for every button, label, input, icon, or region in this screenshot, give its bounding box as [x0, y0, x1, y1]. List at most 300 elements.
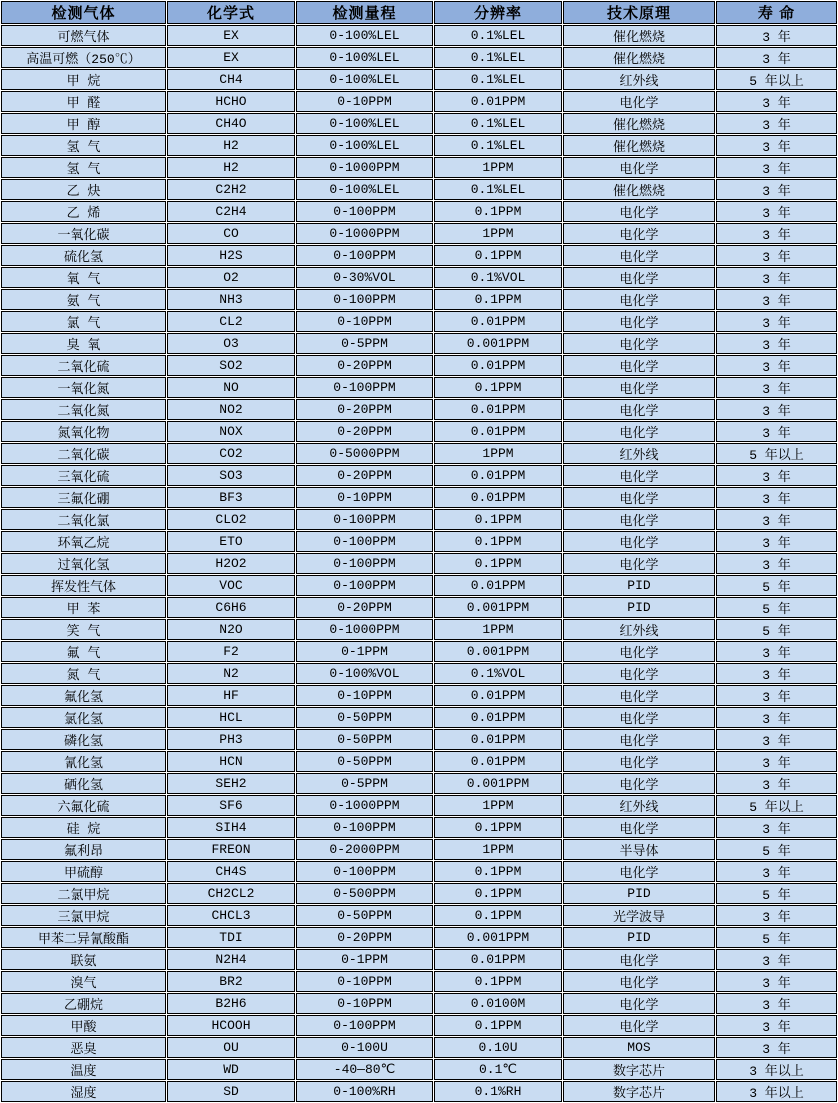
range-cell: 0-1000PPM: [296, 619, 433, 640]
table-row: [1, 575, 837, 596]
lifespan-cell: 3 年: [716, 377, 837, 398]
gas-name-cell: 笑 气: [1, 619, 166, 640]
principle-cell: 电化学: [563, 245, 715, 266]
principle-cell: PID: [563, 883, 715, 904]
resolution-cell: 0.001PPM: [434, 773, 562, 794]
range-cell: 0-100PPM: [296, 553, 433, 574]
range-cell: 0-50PPM: [296, 707, 433, 728]
gas-name-cell: 乙 烯: [1, 201, 166, 222]
lifespan-cell: 3 年: [716, 333, 837, 354]
formula-cell: H2: [167, 157, 295, 178]
formula-cell: CH2CL2: [167, 883, 295, 904]
gas-name-cell: 溴气: [1, 971, 166, 992]
gas-name-cell: 臭 氧: [1, 333, 166, 354]
table-row: [1, 641, 837, 662]
principle-cell: PID: [563, 927, 715, 948]
resolution-cell: 0.10U: [434, 1037, 562, 1058]
resolution-cell: 0.1℃: [434, 1059, 562, 1080]
table-row: [1, 223, 837, 244]
gas-name-cell: 氮氧化物: [1, 421, 166, 442]
gas-name-cell: 温度: [1, 1059, 166, 1080]
table-row: [1, 1037, 837, 1058]
formula-cell: NO2: [167, 399, 295, 420]
lifespan-cell: 3 年: [716, 267, 837, 288]
formula-cell: CH4: [167, 69, 295, 90]
table-row: [1, 883, 837, 904]
range-cell: 0-5000PPM: [296, 443, 433, 464]
resolution-cell: 0.0100M: [434, 993, 562, 1014]
lifespan-cell: 3 年: [716, 289, 837, 310]
resolution-cell: 0.1PPM: [434, 509, 562, 530]
table-row: [1, 553, 837, 574]
lifespan-cell: 3 年: [716, 311, 837, 332]
principle-cell: 电化学: [563, 509, 715, 530]
principle-cell: PID: [563, 597, 715, 618]
lifespan-cell: 3 年: [716, 553, 837, 574]
resolution-cell: 0.01PPM: [434, 487, 562, 508]
resolution-cell: 1PPM: [434, 795, 562, 816]
lifespan-cell: 3 年: [716, 773, 837, 794]
lifespan-cell: 3 年: [716, 399, 837, 420]
formula-cell: F2: [167, 641, 295, 662]
table-row: [1, 465, 837, 486]
principle-cell: 红外线: [563, 619, 715, 640]
resolution-cell: 1PPM: [434, 619, 562, 640]
table-row: [1, 817, 837, 838]
resolution-cell: 0.1PPM: [434, 289, 562, 310]
resolution-cell: 0.1PPM: [434, 883, 562, 904]
range-cell: -40—80℃: [296, 1059, 433, 1080]
formula-cell: PH3: [167, 729, 295, 750]
table-header-row: [1, 1, 837, 24]
formula-cell: CO2: [167, 443, 295, 464]
gas-name-cell: 二氧化氮: [1, 399, 166, 420]
formula-cell: CH4S: [167, 861, 295, 882]
resolution-cell: 0.1PPM: [434, 905, 562, 926]
table-row: [1, 267, 837, 288]
principle-cell: 电化学: [563, 91, 715, 112]
gas-name-cell: 联氨: [1, 949, 166, 970]
table-row: [1, 751, 837, 772]
resolution-cell: 0.1PPM: [434, 531, 562, 552]
principle-cell: PID: [563, 575, 715, 596]
principle-cell: 电化学: [563, 223, 715, 244]
formula-cell: B2H6: [167, 993, 295, 1014]
range-cell: 0-50PPM: [296, 729, 433, 750]
lifespan-cell: 5 年以上: [716, 795, 837, 816]
formula-cell: HF: [167, 685, 295, 706]
formula-cell: SF6: [167, 795, 295, 816]
table-row: [1, 971, 837, 992]
gas-name-cell: 湿度: [1, 1081, 166, 1102]
range-cell: 0-100PPM: [296, 861, 433, 882]
gas-name-cell: 乙 炔: [1, 179, 166, 200]
principle-cell: 电化学: [563, 289, 715, 310]
table-row: [1, 509, 837, 530]
gas-name-cell: 甲硫醇: [1, 861, 166, 882]
gas-name-cell: 三氟化硼: [1, 487, 166, 508]
lifespan-cell: 3 年: [716, 729, 837, 750]
lifespan-cell: 3 年: [716, 487, 837, 508]
resolution-cell: 0.1%LEL: [434, 25, 562, 46]
lifespan-cell: 3 年: [716, 201, 837, 222]
gas-name-cell: 磷化氢: [1, 729, 166, 750]
resolution-cell: 1PPM: [434, 443, 562, 464]
lifespan-cell: 3 年以上: [716, 1059, 837, 1080]
table-row: [1, 245, 837, 266]
gas-name-cell: 氨 气: [1, 289, 166, 310]
range-cell: 0-100%LEL: [296, 113, 433, 134]
range-cell: 0-50PPM: [296, 905, 433, 926]
range-cell: 0-100%LEL: [296, 47, 433, 68]
table-row: [1, 707, 837, 728]
formula-cell: O2: [167, 267, 295, 288]
principle-cell: 催化燃烧: [563, 135, 715, 156]
range-cell: 0-20PPM: [296, 465, 433, 486]
range-cell: 0-100U: [296, 1037, 433, 1058]
resolution-cell: 0.001PPM: [434, 333, 562, 354]
formula-cell: C2H4: [167, 201, 295, 222]
range-cell: 0-1000PPM: [296, 223, 433, 244]
table-row: [1, 289, 837, 310]
principle-cell: 电化学: [563, 861, 715, 882]
principle-cell: 催化燃烧: [563, 25, 715, 46]
lifespan-cell: 3 年: [716, 1015, 837, 1036]
range-cell: 0-10PPM: [296, 487, 433, 508]
lifespan-cell: 3 年: [716, 663, 837, 684]
formula-cell: H2S: [167, 245, 295, 266]
lifespan-cell: 3 年: [716, 179, 837, 200]
lifespan-cell: 3 年: [716, 861, 837, 882]
table-row: [1, 1081, 837, 1102]
formula-cell: C2H2: [167, 179, 295, 200]
formula-cell: H2: [167, 135, 295, 156]
principle-cell: 电化学: [563, 641, 715, 662]
resolution-cell: 0.1%LEL: [434, 113, 562, 134]
formula-cell: BF3: [167, 487, 295, 508]
range-cell: 0-100PPM: [296, 377, 433, 398]
principle-cell: 电化学: [563, 157, 715, 178]
resolution-cell: 0.01PPM: [434, 311, 562, 332]
lifespan-cell: 3 年: [716, 971, 837, 992]
lifespan-cell: 3 年: [716, 707, 837, 728]
lifespan-cell: 3 年: [716, 641, 837, 662]
table-row: [1, 25, 837, 46]
range-cell: 0-100PPM: [296, 531, 433, 552]
range-cell: 0-10PPM: [296, 311, 433, 332]
table-row: [1, 179, 837, 200]
table-row: [1, 47, 837, 68]
lifespan-cell: 5 年: [716, 839, 837, 860]
table-row: [1, 685, 837, 706]
gas-name-cell: 氟 气: [1, 641, 166, 662]
formula-cell: NO: [167, 377, 295, 398]
resolution-cell: 0.001PPM: [434, 597, 562, 618]
gas-name-cell: 二氧化氯: [1, 509, 166, 530]
lifespan-cell: 5 年: [716, 927, 837, 948]
resolution-cell: 1PPM: [434, 839, 562, 860]
resolution-cell: 0.1%LEL: [434, 69, 562, 90]
column-header-resolution: 分辨率: [434, 1, 562, 24]
resolution-cell: 0.1PPM: [434, 971, 562, 992]
range-cell: 0-10PPM: [296, 685, 433, 706]
formula-cell: HCN: [167, 751, 295, 772]
lifespan-cell: 3 年: [716, 751, 837, 772]
gas-name-cell: 甲 烷: [1, 69, 166, 90]
table-row: [1, 531, 837, 552]
table-row: [1, 201, 837, 222]
range-cell: 0-30%VOL: [296, 267, 433, 288]
principle-cell: MOS: [563, 1037, 715, 1058]
gas-name-cell: 六氟化硫: [1, 795, 166, 816]
lifespan-cell: 3 年: [716, 685, 837, 706]
formula-cell: FREON: [167, 839, 295, 860]
formula-cell: CO: [167, 223, 295, 244]
resolution-cell: 0.01PPM: [434, 575, 562, 596]
table-row: [1, 421, 837, 442]
table-row: [1, 377, 837, 398]
gas-name-cell: 硅 烷: [1, 817, 166, 838]
gas-name-cell: 挥发性气体: [1, 575, 166, 596]
lifespan-cell: 5 年: [716, 619, 837, 640]
range-cell: 0-5PPM: [296, 773, 433, 794]
resolution-cell: 0.1%RH: [434, 1081, 562, 1102]
range-cell: 0-1PPM: [296, 641, 433, 662]
lifespan-cell: 3 年: [716, 509, 837, 530]
table-row: [1, 135, 837, 156]
gas-name-cell: 乙硼烷: [1, 993, 166, 1014]
gas-name-cell: 甲酸: [1, 1015, 166, 1036]
principle-cell: 电化学: [563, 355, 715, 376]
principle-cell: 电化学: [563, 553, 715, 574]
range-cell: 0-20PPM: [296, 421, 433, 442]
principle-cell: 红外线: [563, 443, 715, 464]
range-cell: 0-100PPM: [296, 1015, 433, 1036]
resolution-cell: 0.01PPM: [434, 421, 562, 442]
table-row: [1, 839, 837, 860]
resolution-cell: 0.1PPM: [434, 861, 562, 882]
gas-name-cell: 三氯甲烷: [1, 905, 166, 926]
column-header-gas-name: 检测气体: [1, 1, 166, 24]
resolution-cell: 0.1%LEL: [434, 47, 562, 68]
lifespan-cell: 5 年: [716, 575, 837, 596]
principle-cell: 电化学: [563, 377, 715, 398]
lifespan-cell: 5 年以上: [716, 69, 837, 90]
table-body: [1, 25, 837, 1102]
resolution-cell: 0.1PPM: [434, 817, 562, 838]
formula-cell: NH3: [167, 289, 295, 310]
principle-cell: 半导体: [563, 839, 715, 860]
principle-cell: 电化学: [563, 311, 715, 332]
table-row: [1, 663, 837, 684]
gas-name-cell: 环氧乙烷: [1, 531, 166, 552]
table-row: [1, 399, 837, 420]
formula-cell: ETO: [167, 531, 295, 552]
range-cell: 0-20PPM: [296, 399, 433, 420]
resolution-cell: 0.01PPM: [434, 355, 562, 376]
table-row: [1, 861, 837, 882]
principle-cell: 电化学: [563, 707, 715, 728]
range-cell: 0-100PPM: [296, 245, 433, 266]
range-cell: 0-1PPM: [296, 949, 433, 970]
range-cell: 0-50PPM: [296, 751, 433, 772]
gas-name-cell: 甲 醇: [1, 113, 166, 134]
resolution-cell: 0.1%VOL: [434, 663, 562, 684]
resolution-cell: 1PPM: [434, 223, 562, 244]
resolution-cell: 0.1PPM: [434, 1015, 562, 1036]
range-cell: 0-5PPM: [296, 333, 433, 354]
lifespan-cell: 5 年以上: [716, 443, 837, 464]
formula-cell: HCHO: [167, 91, 295, 112]
principle-cell: 光学波导: [563, 905, 715, 926]
lifespan-cell: 3 年: [716, 245, 837, 266]
formula-cell: SO2: [167, 355, 295, 376]
table-row: [1, 773, 837, 794]
lifespan-cell: 3 年: [716, 47, 837, 68]
range-cell: 0-100PPM: [296, 289, 433, 310]
formula-cell: EX: [167, 47, 295, 68]
resolution-cell: 0.001PPM: [434, 641, 562, 662]
formula-cell: BR2: [167, 971, 295, 992]
resolution-cell: 0.01PPM: [434, 465, 562, 486]
formula-cell: CHCL3: [167, 905, 295, 926]
column-header-principle: 技术原理: [563, 1, 715, 24]
table-row: [1, 91, 837, 112]
formula-cell: VOC: [167, 575, 295, 596]
lifespan-cell: 3 年: [716, 91, 837, 112]
range-cell: 0-2000PPM: [296, 839, 433, 860]
range-cell: 0-100%LEL: [296, 25, 433, 46]
range-cell: 0-100%VOL: [296, 663, 433, 684]
table-row: [1, 597, 837, 618]
gas-name-cell: 高温可燃（250℃）: [1, 47, 166, 68]
gas-name-cell: 过氧化氢: [1, 553, 166, 574]
resolution-cell: 0.001PPM: [434, 927, 562, 948]
table-row: [1, 355, 837, 376]
formula-cell: NOX: [167, 421, 295, 442]
resolution-cell: 0.01PPM: [434, 751, 562, 772]
formula-cell: CL2: [167, 311, 295, 332]
resolution-cell: 0.01PPM: [434, 91, 562, 112]
gas-name-cell: 一氧化氮: [1, 377, 166, 398]
principle-cell: 电化学: [563, 399, 715, 420]
table-row: [1, 1059, 837, 1080]
formula-cell: C6H6: [167, 597, 295, 618]
gas-name-cell: 二氯甲烷: [1, 883, 166, 904]
gas-name-cell: 硒化氢: [1, 773, 166, 794]
gas-name-cell: 氟化氢: [1, 685, 166, 706]
resolution-cell: 0.01PPM: [434, 729, 562, 750]
gas-name-cell: 甲苯二异氰酸酯: [1, 927, 166, 948]
principle-cell: 电化学: [563, 817, 715, 838]
table-row: [1, 729, 837, 750]
table-row: [1, 1015, 837, 1036]
formula-cell: SIH4: [167, 817, 295, 838]
resolution-cell: 0.1PPM: [434, 201, 562, 222]
formula-cell: CLO2: [167, 509, 295, 530]
range-cell: 0-10PPM: [296, 993, 433, 1014]
gas-name-cell: 恶臭: [1, 1037, 166, 1058]
lifespan-cell: 5 年: [716, 597, 837, 618]
formula-cell: SD: [167, 1081, 295, 1102]
resolution-cell: 0.1PPM: [434, 553, 562, 574]
formula-cell: HCOOH: [167, 1015, 295, 1036]
gas-name-cell: 氯 气: [1, 311, 166, 332]
formula-cell: N2O: [167, 619, 295, 640]
principle-cell: 电化学: [563, 201, 715, 222]
table-row: [1, 311, 837, 332]
principle-cell: 数字芯片: [563, 1081, 715, 1102]
lifespan-cell: 3 年: [716, 157, 837, 178]
principle-cell: 红外线: [563, 795, 715, 816]
lifespan-cell: 3 年: [716, 421, 837, 442]
table-row: [1, 333, 837, 354]
column-header-lifespan: 寿 命: [716, 1, 837, 24]
lifespan-cell: 3 年: [716, 949, 837, 970]
range-cell: 0-1000PPM: [296, 157, 433, 178]
lifespan-cell: 3 年以上: [716, 1081, 837, 1102]
gas-name-cell: 氰化氢: [1, 751, 166, 772]
resolution-cell: 0.1%LEL: [434, 135, 562, 156]
table-row: [1, 619, 837, 640]
lifespan-cell: 3 年: [716, 531, 837, 552]
range-cell: 0-20PPM: [296, 927, 433, 948]
resolution-cell: 0.1PPM: [434, 245, 562, 266]
range-cell: 0-100%LEL: [296, 135, 433, 156]
gas-name-cell: 氢 气: [1, 135, 166, 156]
gas-name-cell: 二氧化碳: [1, 443, 166, 464]
table-row: [1, 927, 837, 948]
principle-cell: 电化学: [563, 421, 715, 442]
formula-cell: N2H4: [167, 949, 295, 970]
range-cell: 0-100PPM: [296, 201, 433, 222]
resolution-cell: 0.01PPM: [434, 399, 562, 420]
gas-name-cell: 氢 气: [1, 157, 166, 178]
resolution-cell: 0.01PPM: [434, 707, 562, 728]
column-header-formula: 化学式: [167, 1, 295, 24]
formula-cell: N2: [167, 663, 295, 684]
principle-cell: 数字芯片: [563, 1059, 715, 1080]
resolution-cell: 0.1PPM: [434, 377, 562, 398]
principle-cell: 电化学: [563, 729, 715, 750]
lifespan-cell: 3 年: [716, 817, 837, 838]
formula-cell: H2O2: [167, 553, 295, 574]
lifespan-cell: 3 年: [716, 1037, 837, 1058]
principle-cell: 电化学: [563, 267, 715, 288]
gas-name-cell: 氟利昂: [1, 839, 166, 860]
resolution-cell: 0.1%LEL: [434, 179, 562, 200]
table-row: [1, 905, 837, 926]
range-cell: 0-10PPM: [296, 91, 433, 112]
range-cell: 0-100PPM: [296, 575, 433, 596]
gas-name-cell: 二氧化硫: [1, 355, 166, 376]
principle-cell: 电化学: [563, 465, 715, 486]
principle-cell: 电化学: [563, 685, 715, 706]
range-cell: 0-100%LEL: [296, 179, 433, 200]
gas-name-cell: 氧 气: [1, 267, 166, 288]
range-cell: 0-1000PPM: [296, 795, 433, 816]
principle-cell: 催化燃烧: [563, 113, 715, 134]
gas-name-cell: 氮 气: [1, 663, 166, 684]
principle-cell: 红外线: [563, 69, 715, 90]
lifespan-cell: 3 年: [716, 905, 837, 926]
range-cell: 0-100%RH: [296, 1081, 433, 1102]
principle-cell: 电化学: [563, 949, 715, 970]
formula-cell: SEH2: [167, 773, 295, 794]
gas-name-cell: 氯化氢: [1, 707, 166, 728]
table-row: [1, 443, 837, 464]
gas-name-cell: 甲 醛: [1, 91, 166, 112]
